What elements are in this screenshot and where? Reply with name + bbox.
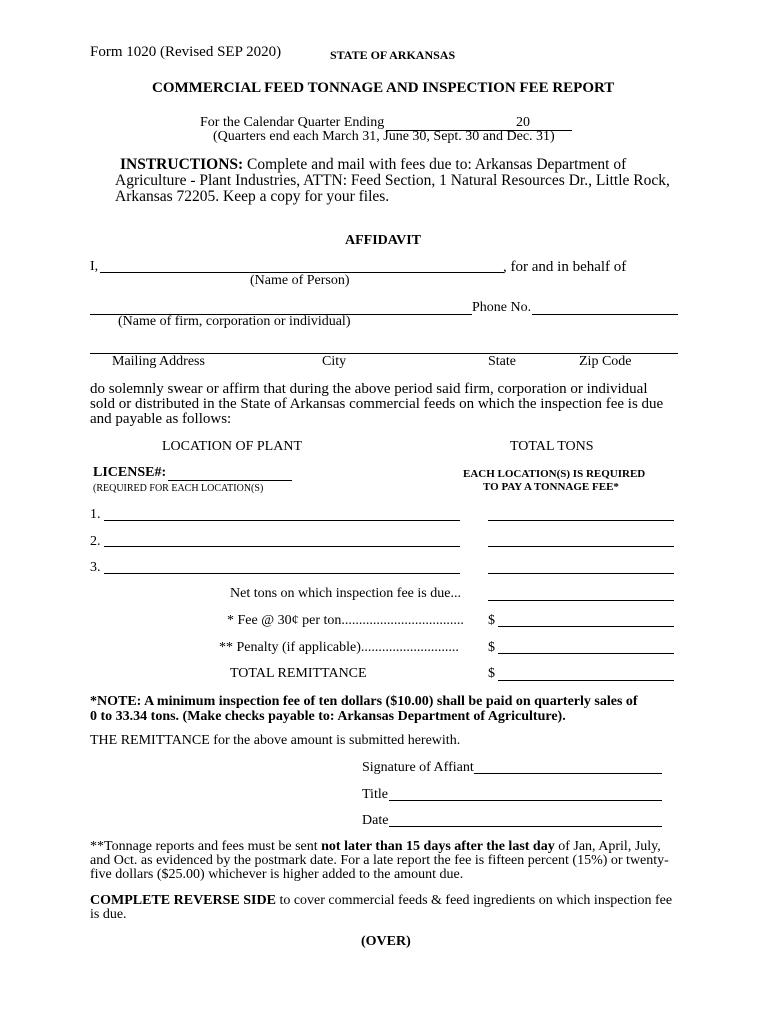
state-heading: STATE OF ARKANSAS	[330, 48, 456, 62]
swear-line2: sold or distributed in the State of Arkansas commercial feeds on which the inspection fee is due	[90, 396, 664, 412]
phone-field[interactable]	[532, 314, 678, 315]
form-number: Form 1020 (Revised SEP 2020)	[90, 44, 282, 60]
fee-field[interactable]	[498, 626, 674, 627]
tons-header: TOTAL TONS	[510, 439, 594, 454]
date-label: Date	[362, 813, 389, 828]
total-field[interactable]	[498, 680, 674, 681]
reverse-rest: to cover commercial feeds & feed ingredients on which inspection fee	[275, 893, 673, 908]
net-tons-label: Net tons on which inspection fee is due...	[230, 586, 461, 601]
license-note: (REQUIRED FOR EACH LOCATION(S)	[93, 483, 264, 494]
note-line1: *NOTE: A minimum inspection fee of ten dollars ($10.00) shall be paid on quarterly sales of	[90, 694, 638, 709]
row-1-tons-field[interactable]	[488, 520, 674, 521]
instructions-label: INSTRUCTIONS:	[120, 156, 244, 173]
row-3-location-field[interactable]	[104, 573, 460, 574]
quarter-note: (Quarters end each March 31, June 30, Sept. 30 and Dec. 31)	[213, 129, 555, 144]
row-3-label: 3.	[90, 560, 101, 575]
title-label: Title	[362, 787, 388, 802]
fee-dollar-sign: $	[488, 613, 495, 628]
penalty-field[interactable]	[498, 653, 674, 654]
footnote-part2: of Jan, April, July,	[554, 839, 661, 854]
penalty-dollar-sign: $	[488, 640, 495, 655]
signature-field[interactable]	[474, 773, 662, 774]
total-remittance-label: TOTAL REMITTANCE	[230, 666, 367, 681]
row-3-tons-field[interactable]	[488, 573, 674, 574]
net-tons-field[interactable]	[488, 600, 674, 601]
affidavit-heading: AFFIDAVIT	[345, 233, 421, 248]
over-label: (OVER)	[361, 934, 411, 949]
state-caption: State	[488, 354, 516, 369]
swear-line3: and payable as follows:	[90, 411, 232, 427]
reverse-bold: COMPLETE REVERSE SIDE	[90, 893, 276, 908]
instructions-line2: Agriculture - Plant Industries, ATTN: Feed Section, 1 Natural Resources Dr., Little Rock,	[115, 172, 670, 189]
instructions-text1: Complete and mail with fees due to: Arkansas Department of	[243, 156, 627, 173]
behalf-text: , for and in behalf of	[503, 259, 627, 275]
signature-label: Signature of Affiant	[362, 760, 474, 775]
instructions-line3: Arkansas 72205. Keep a copy for your files.	[115, 188, 390, 205]
row-1-location-field[interactable]	[104, 520, 460, 521]
fee-label: * Fee @ 30¢ per ton...................................	[227, 613, 464, 628]
row-1-label: 1.	[90, 507, 101, 522]
tons-note-line2: TO PAY A TONNAGE FEE*	[483, 481, 619, 493]
total-dollar-sign: $	[488, 666, 495, 681]
license-label: LICENSE#:	[93, 465, 167, 480]
penalty-label: ** Penalty (if applicable)............................	[219, 640, 459, 655]
quarter-label: For the Calendar Quarter Ending	[200, 115, 385, 130]
row-2-tons-field[interactable]	[488, 546, 674, 547]
reverse-line1	[90, 893, 672, 909]
row-2-label: 2.	[90, 534, 101, 549]
footnote-bold: not later than 15 days after the last day	[321, 839, 555, 854]
date-field[interactable]	[389, 826, 662, 827]
license-field[interactable]	[168, 480, 292, 481]
footnote-line2: and Oct. as evidenced by the postmark date. For a late report the fee is fifteen percent (15%) or twenty-	[90, 853, 669, 868]
zip-caption: Zip Code	[579, 354, 632, 369]
location-header: LOCATION OF PLANT	[162, 439, 302, 454]
remittance-text: THE REMITTANCE for the above amount is submitted herewith.	[90, 733, 461, 748]
reverse-line2: is due.	[90, 907, 127, 922]
footnote-part1: **Tonnage reports and fees must be sent	[90, 839, 322, 854]
row-2-location-field[interactable]	[104, 546, 460, 547]
name-caption: (Name of Person)	[250, 273, 350, 288]
year-prefix: 20	[516, 115, 530, 130]
title-field[interactable]	[389, 800, 662, 801]
firm-caption: (Name of firm, corporation or individual)	[118, 314, 351, 329]
phone-label: Phone No.	[472, 300, 532, 315]
i-label: I,	[90, 259, 99, 274]
page-title: COMMERCIAL FEED TONNAGE AND INSPECTION FEE REPORT	[152, 80, 615, 96]
note-line2: 0 to 33.34 tons. (Make checks payable to: Arkansas Department of Agriculture).	[90, 709, 566, 724]
footnote-line3: five dollars ($25.00) whichever is higher added to the amount due.	[90, 867, 464, 882]
swear-line1: do solemnly swear or affirm that during the above period said firm, corporation or individual	[90, 381, 648, 397]
city-caption: City	[322, 354, 347, 369]
mailing-address-caption: Mailing Address	[112, 354, 205, 369]
tons-note-line1: EACH LOCATION(S) IS REQUIRED	[463, 468, 646, 480]
